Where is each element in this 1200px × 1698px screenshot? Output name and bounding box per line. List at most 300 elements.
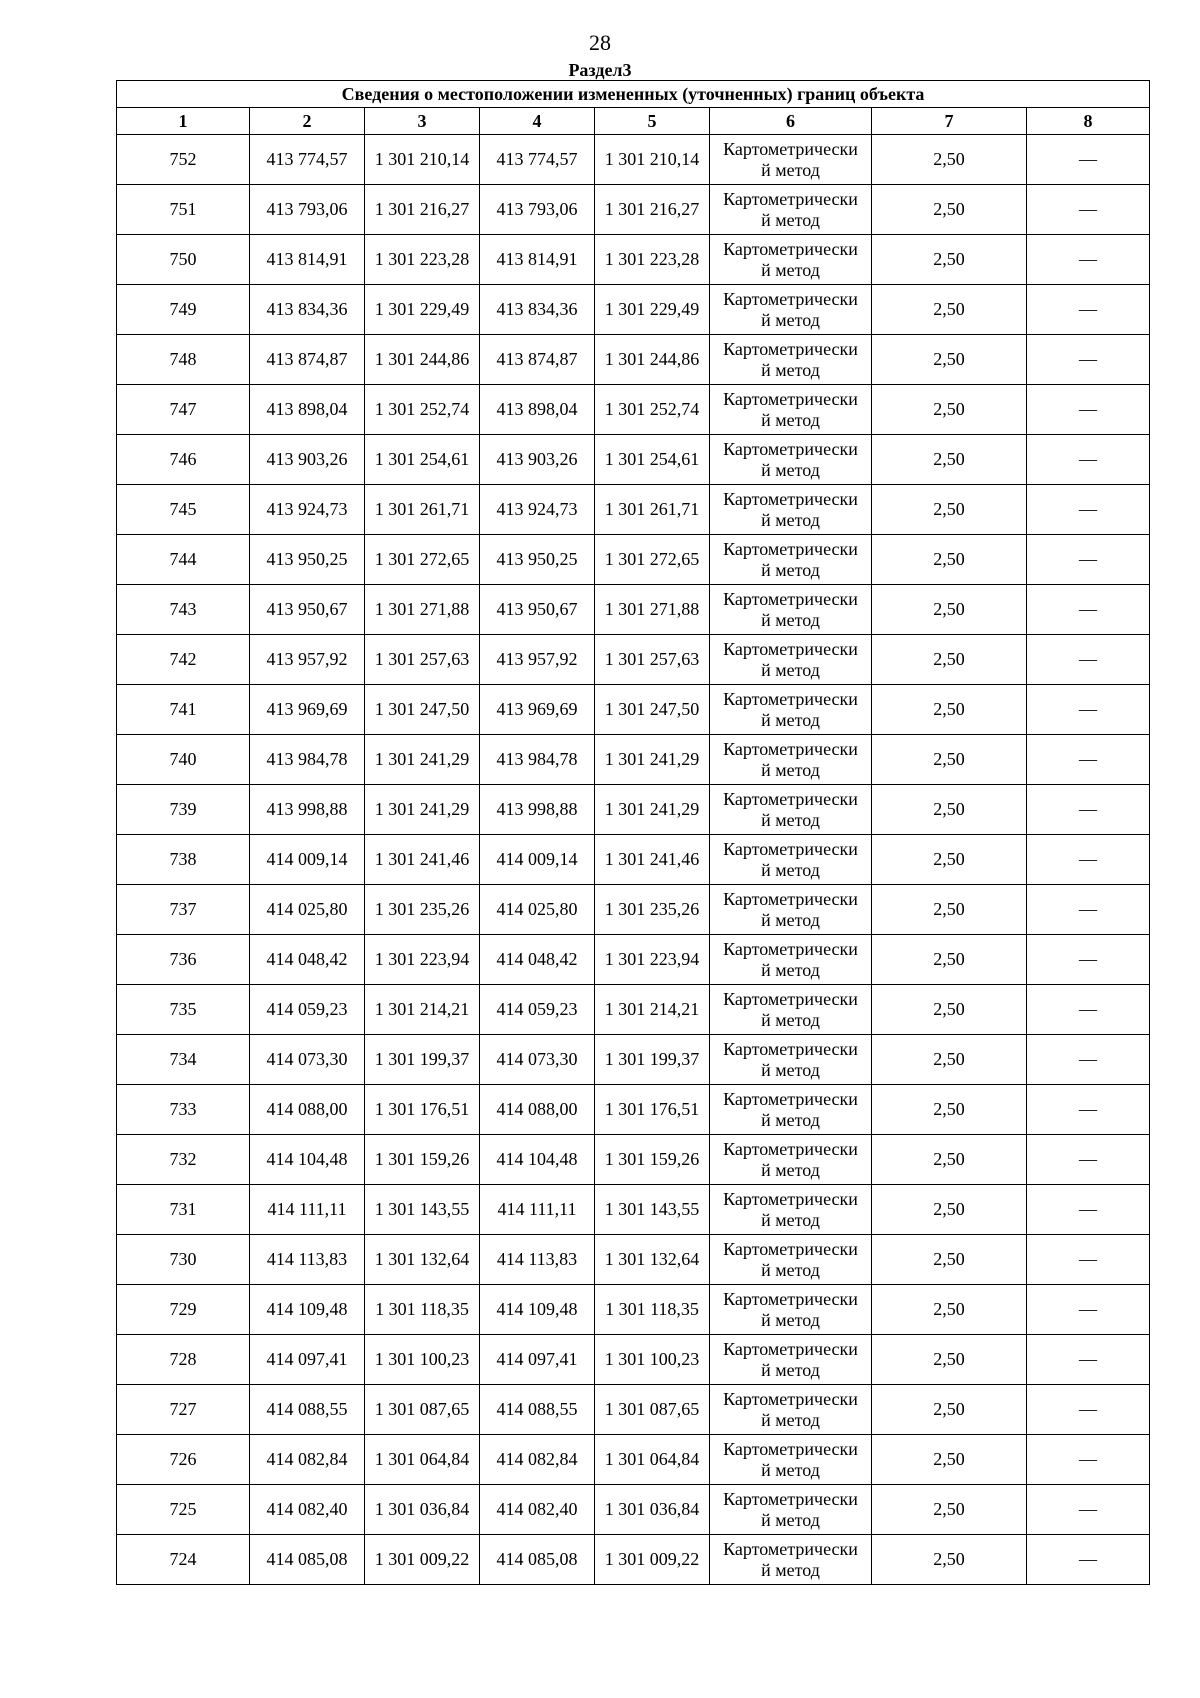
empty-mark-cell: — [1027, 835, 1150, 885]
method-line-2: й метод [761, 209, 820, 230]
table-row [117, 185, 1150, 235]
precision-cell: 2,50 [872, 335, 1027, 385]
coordinate-cell: 1 301 132,64 [365, 1235, 480, 1285]
method-line-1: Картометрически [723, 438, 858, 459]
point-number-cell: 751 [117, 185, 250, 235]
method-cell [710, 1285, 872, 1335]
method-line-2: й метод [761, 909, 820, 930]
coordinate-cell: 414 073,30 [480, 1035, 595, 1085]
empty-mark-cell: — [1027, 1335, 1150, 1385]
column-header: 5 [595, 108, 710, 135]
method-line-1: Картометрически [723, 638, 858, 659]
precision-cell: 2,50 [872, 885, 1027, 935]
precision-cell: 2,50 [872, 1535, 1027, 1585]
method-cell [710, 1085, 872, 1135]
method-line-1: Картометрически [723, 388, 858, 409]
coordinate-cell: 414 082,40 [250, 1485, 365, 1535]
coordinate-cell: 1 301 176,51 [365, 1085, 480, 1135]
method-line-2: й метод [761, 809, 820, 830]
empty-mark-cell: — [1027, 335, 1150, 385]
coordinate-cell: 413 774,57 [480, 135, 595, 185]
method-line-1: Картометрически [723, 1038, 858, 1059]
table-row [117, 285, 1150, 335]
point-number-cell: 724 [117, 1535, 250, 1585]
empty-mark-cell: — [1027, 585, 1150, 635]
empty-mark-cell: — [1027, 185, 1150, 235]
point-number-cell: 729 [117, 1285, 250, 1335]
coordinate-cell: 413 957,92 [250, 635, 365, 685]
point-number-cell: 734 [117, 1035, 250, 1085]
table-caption-row [117, 81, 1150, 108]
coordinate-cell: 1 301 199,37 [365, 1035, 480, 1085]
empty-mark-cell: — [1027, 1435, 1150, 1485]
coordinate-cell: 1 301 036,84 [595, 1485, 710, 1535]
method-line-2: й метод [761, 409, 820, 430]
method-cell [710, 1435, 872, 1485]
table-row [117, 485, 1150, 535]
method-line-1: Картометрически [723, 488, 858, 509]
point-number-cell: 739 [117, 785, 250, 835]
method-cell [710, 785, 872, 835]
coordinate-cell: 1 301 244,86 [365, 335, 480, 385]
coordinate-cell: 413 984,78 [250, 735, 365, 785]
method-line-1: Картометрически [723, 1088, 858, 1109]
coordinate-cell: 413 924,73 [480, 485, 595, 535]
empty-mark-cell: — [1027, 635, 1150, 685]
coordinate-cell: 413 814,91 [480, 235, 595, 285]
method-line-2: й метод [761, 1509, 820, 1530]
method-line-2: й метод [761, 1409, 820, 1430]
coordinate-cell: 414 009,14 [250, 835, 365, 885]
coordinate-cell: 1 301 223,94 [595, 935, 710, 985]
table-row [117, 1135, 1150, 1185]
coordinate-cell: 413 834,36 [250, 285, 365, 335]
precision-cell: 2,50 [872, 435, 1027, 485]
coordinate-cell: 414 111,11 [480, 1185, 595, 1235]
coordinate-cell: 414 109,48 [480, 1285, 595, 1335]
precision-cell: 2,50 [872, 685, 1027, 735]
precision-cell: 2,50 [872, 1385, 1027, 1435]
method-cell [710, 1185, 872, 1235]
empty-mark-cell: — [1027, 1235, 1150, 1285]
coordinate-cell: 1 301 244,86 [595, 335, 710, 385]
precision-cell: 2,50 [872, 1485, 1027, 1535]
precision-cell: 2,50 [872, 735, 1027, 785]
method-cell [710, 385, 872, 435]
method-cell [710, 185, 872, 235]
method-line-2: й метод [761, 959, 820, 980]
point-number-cell: 731 [117, 1185, 250, 1235]
point-number-cell: 740 [117, 735, 250, 785]
point-number-cell: 727 [117, 1385, 250, 1435]
section-title: Раздел3 [568, 60, 632, 80]
method-cell [710, 935, 872, 985]
coordinate-cell: 1 301 009,22 [365, 1535, 480, 1585]
coordinate-cell: 414 048,42 [480, 935, 595, 985]
method-line-2: й метод [761, 1459, 820, 1480]
method-line-2: й метод [761, 509, 820, 530]
coordinate-cell: 413 903,26 [480, 435, 595, 485]
method-cell [710, 435, 872, 485]
precision-cell: 2,50 [872, 185, 1027, 235]
precision-cell: 2,50 [872, 935, 1027, 985]
precision-cell: 2,50 [872, 985, 1027, 1035]
coordinate-cell: 413 793,06 [480, 185, 595, 235]
coordinate-cell: 414 082,40 [480, 1485, 595, 1535]
method-cell [710, 635, 872, 685]
empty-mark-cell: — [1027, 385, 1150, 435]
point-number-cell: 736 [117, 935, 250, 985]
precision-cell: 2,50 [872, 385, 1027, 435]
coordinate-cell: 414 097,41 [250, 1335, 365, 1385]
method-cell [710, 335, 872, 385]
coordinate-cell: 1 301 214,21 [365, 985, 480, 1035]
coordinate-cell: 1 301 247,50 [595, 685, 710, 735]
table-row [117, 735, 1150, 785]
coordinate-cell: 1 301 229,49 [365, 285, 480, 335]
table-row [117, 235, 1150, 285]
coordinate-cell: 1 301 210,14 [595, 135, 710, 185]
point-number-cell: 741 [117, 685, 250, 735]
table-row [117, 1185, 1150, 1235]
coordinate-cell: 1 301 159,26 [365, 1135, 480, 1185]
coordinate-cell: 1 301 229,49 [595, 285, 710, 335]
coordinate-cell: 414 088,00 [480, 1085, 595, 1135]
point-number-cell: 726 [117, 1435, 250, 1485]
method-line-2: й метод [761, 359, 820, 380]
coordinate-cell: 414 088,00 [250, 1085, 365, 1135]
method-line-2: й метод [761, 859, 820, 880]
coordinate-cell: 413 793,06 [250, 185, 365, 235]
table-caption: Сведения о местоположении измененных (уточненных) границ объекта [117, 81, 1150, 108]
table-row [117, 335, 1150, 385]
coordinate-cell: 1 301 087,65 [365, 1385, 480, 1435]
method-line-2: й метод [761, 1559, 820, 1580]
method-line-1: Картометрически [723, 888, 858, 909]
coordinate-cell: 1 301 036,84 [365, 1485, 480, 1535]
point-number-cell: 743 [117, 585, 250, 635]
method-line-2: й метод [761, 1109, 820, 1130]
coordinate-cell: 413 834,36 [480, 285, 595, 335]
coordinate-cell: 413 814,91 [250, 235, 365, 285]
coordinate-cell: 1 301 241,29 [365, 785, 480, 835]
coordinate-cell: 413 984,78 [480, 735, 595, 785]
coordinate-cell: 414 025,80 [250, 885, 365, 935]
empty-mark-cell: — [1027, 685, 1150, 735]
coordinate-cell: 1 301 252,74 [365, 385, 480, 435]
empty-mark-cell: — [1027, 1085, 1150, 1135]
method-cell [710, 235, 872, 285]
method-cell [710, 585, 872, 635]
column-header: 7 [872, 108, 1027, 135]
coordinate-cell: 413 950,25 [480, 535, 595, 585]
precision-cell: 2,50 [872, 1185, 1027, 1235]
table-body [117, 135, 1150, 1585]
method-cell [710, 1385, 872, 1435]
coordinate-cell: 414 113,83 [480, 1235, 595, 1285]
method-line-2: й метод [761, 659, 820, 680]
coordinate-cell: 1 301 210,14 [365, 135, 480, 185]
point-number-cell: 733 [117, 1085, 250, 1135]
method-line-1: Картометрически [723, 238, 858, 259]
coordinate-cell: 414 009,14 [480, 835, 595, 885]
method-line-1: Картометрически [723, 788, 858, 809]
coordinate-cell: 1 301 241,46 [595, 835, 710, 885]
method-line-1: Картометрически [723, 1488, 858, 1509]
table-row [117, 1385, 1150, 1435]
method-line-2: й метод [761, 709, 820, 730]
coordinate-cell: 414 059,23 [250, 985, 365, 1035]
coordinate-cell: 414 025,80 [480, 885, 595, 935]
empty-mark-cell: — [1027, 785, 1150, 835]
precision-cell: 2,50 [872, 1435, 1027, 1485]
column-header: 4 [480, 108, 595, 135]
table-row [117, 685, 1150, 735]
coordinate-cell: 413 874,87 [480, 335, 595, 385]
coordinate-cell: 1 301 214,21 [595, 985, 710, 1035]
method-cell [710, 1135, 872, 1185]
table-row [117, 585, 1150, 635]
coordinate-cell: 1 301 216,27 [365, 185, 480, 235]
point-number-cell: 748 [117, 335, 250, 385]
coordinate-cell: 1 301 143,55 [365, 1185, 480, 1235]
method-cell [710, 685, 872, 735]
method-line-1: Картометрически [723, 188, 858, 209]
coordinate-cell: 1 301 272,65 [365, 535, 480, 585]
coordinate-cell: 1 301 132,64 [595, 1235, 710, 1285]
empty-mark-cell: — [1027, 535, 1150, 585]
point-number-cell: 732 [117, 1135, 250, 1185]
point-number-cell: 752 [117, 135, 250, 185]
coordinate-cell: 413 898,04 [250, 385, 365, 435]
method-line-1: Картометрически [723, 1188, 858, 1209]
coordinate-cell: 1 301 257,63 [365, 635, 480, 685]
method-line-1: Картометрически [723, 1388, 858, 1409]
table-row [117, 1485, 1150, 1535]
method-cell [710, 535, 872, 585]
precision-cell: 2,50 [872, 1135, 1027, 1185]
coordinate-cell: 1 301 009,22 [595, 1535, 710, 1585]
empty-mark-cell: — [1027, 235, 1150, 285]
method-cell [710, 1335, 872, 1385]
method-cell [710, 1235, 872, 1285]
empty-mark-cell: — [1027, 285, 1150, 335]
coordinate-cell: 1 301 241,29 [595, 735, 710, 785]
coordinate-cell: 1 301 235,26 [365, 885, 480, 935]
coordinate-cell: 413 998,88 [250, 785, 365, 835]
empty-mark-cell: — [1027, 435, 1150, 485]
coordinate-cell: 1 301 064,84 [595, 1435, 710, 1485]
method-line-1: Картометрически [723, 338, 858, 359]
precision-cell: 2,50 [872, 1335, 1027, 1385]
table-row [117, 1285, 1150, 1335]
empty-mark-cell: — [1027, 1135, 1150, 1185]
column-header: 6 [710, 108, 872, 135]
precision-cell: 2,50 [872, 135, 1027, 185]
coordinate-cell: 1 301 261,71 [595, 485, 710, 535]
coordinate-cell: 413 969,69 [250, 685, 365, 735]
coordinate-cell: 1 301 223,28 [365, 235, 480, 285]
method-line-2: й метод [761, 759, 820, 780]
coordinate-cell: 413 774,57 [250, 135, 365, 185]
coordinate-cell: 413 950,67 [480, 585, 595, 635]
empty-mark-cell: — [1027, 1285, 1150, 1335]
method-line-2: й метод [761, 1259, 820, 1280]
method-line-1: Картометрически [723, 838, 858, 859]
point-number-cell: 749 [117, 285, 250, 335]
method-line-1: Картометрически [723, 938, 858, 959]
method-line-2: й метод [761, 259, 820, 280]
coordinate-cell: 1 301 261,71 [365, 485, 480, 535]
method-line-2: й метод [761, 1309, 820, 1330]
table-header-row [117, 108, 1150, 135]
point-number-cell: 745 [117, 485, 250, 535]
table-row [117, 1085, 1150, 1135]
empty-mark-cell: — [1027, 135, 1150, 185]
coordinate-cell: 1 301 254,61 [595, 435, 710, 485]
method-cell [710, 485, 872, 535]
method-line-1: Картометрически [723, 988, 858, 1009]
table-row [117, 935, 1150, 985]
coordinate-cell: 414 088,55 [250, 1385, 365, 1435]
coordinate-cell: 1 301 271,88 [365, 585, 480, 635]
method-line-2: й метод [761, 1009, 820, 1030]
column-header: 1 [117, 108, 250, 135]
precision-cell: 2,50 [872, 1285, 1027, 1335]
table-row [117, 635, 1150, 685]
method-line-1: Картометрически [723, 1338, 858, 1359]
precision-cell: 2,50 [872, 235, 1027, 285]
empty-mark-cell: — [1027, 485, 1150, 535]
empty-mark-cell: — [1027, 1485, 1150, 1535]
method-cell [710, 985, 872, 1035]
precision-cell: 2,50 [872, 1085, 1027, 1135]
table-row [117, 985, 1150, 1035]
coordinate-cell: 414 085,08 [250, 1535, 365, 1585]
coordinate-cell: 414 048,42 [250, 935, 365, 985]
coordinate-cell: 414 113,83 [250, 1235, 365, 1285]
method-line-1: Картометрически [723, 1538, 858, 1559]
coordinate-cell: 413 898,04 [480, 385, 595, 435]
method-cell [710, 1535, 872, 1585]
table-row [117, 835, 1150, 885]
coordinate-cell: 1 301 257,63 [595, 635, 710, 685]
method-line-1: Картометрически [723, 138, 858, 159]
coordinate-cell: 1 301 118,35 [365, 1285, 480, 1335]
table-row [117, 785, 1150, 835]
coordinate-cell: 1 301 223,28 [595, 235, 710, 285]
point-number-cell: 725 [117, 1485, 250, 1535]
coordinate-cell: 1 301 100,23 [595, 1335, 710, 1385]
method-line-2: й метод [761, 559, 820, 580]
point-number-cell: 742 [117, 635, 250, 685]
coordinate-cell: 1 301 159,26 [595, 1135, 710, 1185]
empty-mark-cell: — [1027, 1185, 1150, 1235]
method-line-1: Картометрически [723, 588, 858, 609]
point-number-cell: 750 [117, 235, 250, 285]
coordinate-cell: 1 301 254,61 [365, 435, 480, 485]
coordinate-cell: 413 924,73 [250, 485, 365, 535]
coordinate-cell: 413 998,88 [480, 785, 595, 835]
point-number-cell: 744 [117, 535, 250, 585]
coordinate-cell: 414 082,84 [480, 1435, 595, 1485]
coordinate-cell: 413 950,25 [250, 535, 365, 585]
column-header: 3 [365, 108, 480, 135]
method-line-2: й метод [761, 459, 820, 480]
coordinate-cell: 414 085,08 [480, 1535, 595, 1585]
coordinate-cell: 1 301 241,29 [365, 735, 480, 785]
coordinate-cell: 414 073,30 [250, 1035, 365, 1085]
coordinate-cell: 1 301 271,88 [595, 585, 710, 635]
method-cell [710, 135, 872, 185]
coordinate-cell: 1 301 143,55 [595, 1185, 710, 1235]
coordinate-cell: 414 104,48 [480, 1135, 595, 1185]
point-number-cell: 735 [117, 985, 250, 1035]
method-cell [710, 1035, 872, 1085]
point-number-cell: 737 [117, 885, 250, 935]
precision-cell: 2,50 [872, 585, 1027, 635]
precision-cell: 2,50 [872, 835, 1027, 885]
coordinate-cell: 1 301 247,50 [365, 685, 480, 735]
method-line-2: й метод [761, 1359, 820, 1380]
coordinate-cell: 413 903,26 [250, 435, 365, 485]
coordinate-cell: 1 301 252,74 [595, 385, 710, 435]
point-number-cell: 730 [117, 1235, 250, 1285]
coordinate-cell: 1 301 100,23 [365, 1335, 480, 1385]
coordinate-cell: 414 082,84 [250, 1435, 365, 1485]
coordinate-cell: 413 957,92 [480, 635, 595, 685]
empty-mark-cell: — [1027, 985, 1150, 1035]
coordinate-cell: 1 301 176,51 [595, 1085, 710, 1135]
method-line-2: й метод [761, 309, 820, 330]
method-line-2: й метод [761, 159, 820, 180]
coordinate-cell: 413 874,87 [250, 335, 365, 385]
method-line-1: Картометрически [723, 1238, 858, 1259]
empty-mark-cell: — [1027, 935, 1150, 985]
table-row [117, 1435, 1150, 1485]
method-line-1: Картометрически [723, 1288, 858, 1309]
method-line-1: Картометрически [723, 538, 858, 559]
coordinate-cell: 414 111,11 [250, 1185, 365, 1235]
method-cell [710, 735, 872, 785]
coordinate-cell: 1 301 118,35 [595, 1285, 710, 1335]
table-row [117, 885, 1150, 935]
point-number-cell: 746 [117, 435, 250, 485]
table-row [117, 435, 1150, 485]
method-line-1: Картометрически [723, 288, 858, 309]
method-line-2: й метод [761, 609, 820, 630]
coordinate-cell: 413 969,69 [480, 685, 595, 735]
method-line-1: Картометрически [723, 1438, 858, 1459]
precision-cell: 2,50 [872, 1035, 1027, 1085]
column-header: 2 [250, 108, 365, 135]
table-row [117, 385, 1150, 435]
coordinate-cell: 414 104,48 [250, 1135, 365, 1185]
method-line-2: й метод [761, 1059, 820, 1080]
method-cell [710, 835, 872, 885]
empty-mark-cell: — [1027, 1035, 1150, 1085]
point-number-cell: 738 [117, 835, 250, 885]
coordinate-cell: 414 109,48 [250, 1285, 365, 1335]
coordinates-table [116, 80, 1150, 1585]
precision-cell: 2,50 [872, 535, 1027, 585]
precision-cell: 2,50 [872, 785, 1027, 835]
precision-cell: 2,50 [872, 485, 1027, 535]
table-row [117, 1335, 1150, 1385]
coordinate-cell: 1 301 241,46 [365, 835, 480, 885]
method-line-2: й метод [761, 1209, 820, 1230]
point-number-cell: 747 [117, 385, 250, 435]
